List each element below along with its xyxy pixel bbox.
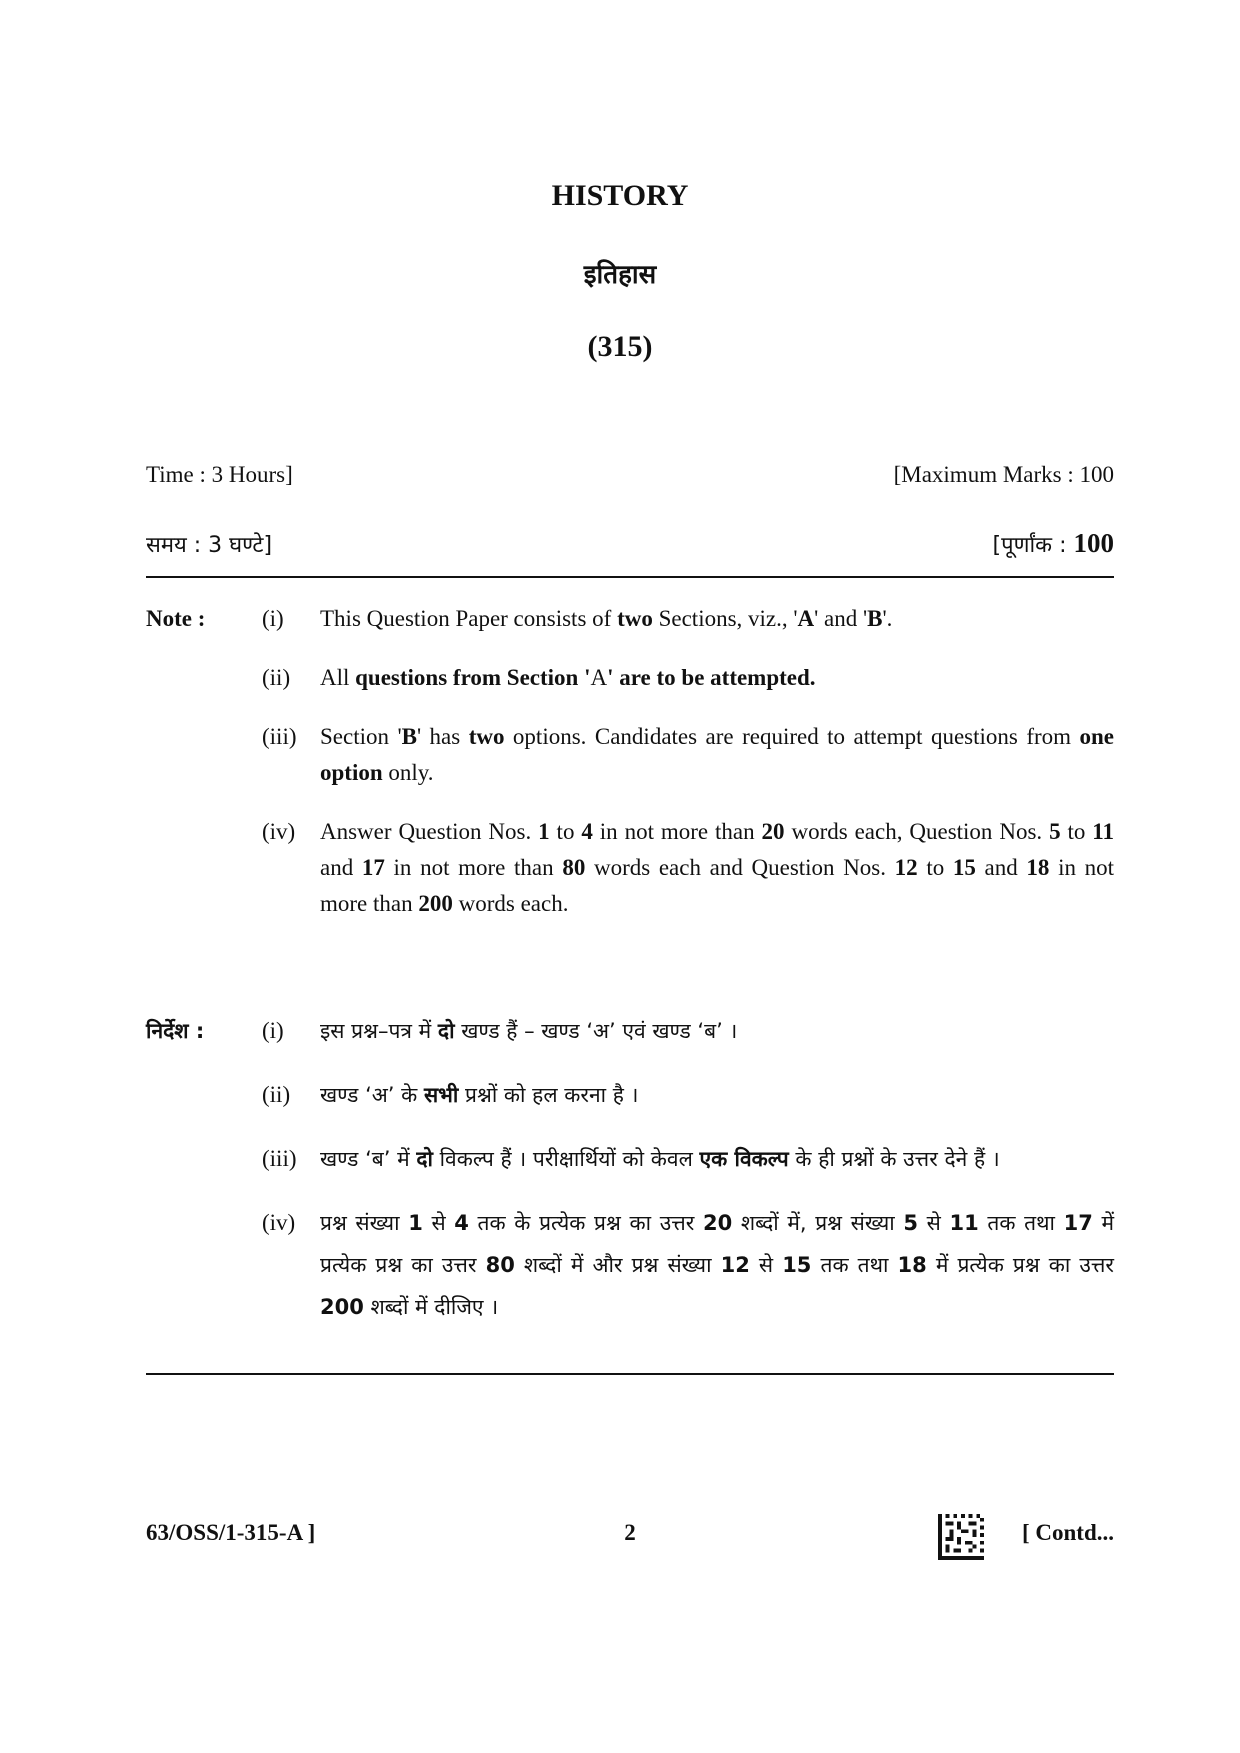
note-en-text-run: and — [320, 855, 362, 880]
max-marks-hi — [993, 528, 1115, 559]
note-hi-item — [262, 1138, 1114, 1180]
note-en-item-text — [320, 719, 1114, 791]
note-en-item-text — [320, 814, 1114, 922]
max-marks-hi-value: 100 — [1073, 528, 1114, 558]
note-en-text-run: words each. — [452, 891, 569, 916]
note-en-text-run: in not more than — [384, 855, 563, 880]
note-hi-emphasis: 200 — [320, 1295, 364, 1319]
note-en-text-run: in not more than — [592, 819, 762, 844]
note-hi-text-run: विकल्प हैं । परीक्षार्थियों को केवल — [432, 1147, 700, 1171]
note-en-text-run: in not more than — [320, 855, 1115, 916]
note-en-emphasis: 18 — [1026, 855, 1050, 880]
note-hi-emphasis: 12 — [720, 1253, 750, 1277]
page-footer — [146, 1520, 1114, 1560]
note-en-item — [262, 814, 1114, 922]
note-en-text-run: Section ' — [320, 724, 402, 749]
note-en-emphasis: 17 — [361, 855, 385, 880]
note-hi-text-run: तक के प्रत्येक प्रश्न का उत्तर — [468, 1211, 703, 1235]
note-hi-text-run: से — [749, 1253, 783, 1277]
note-hi-emphasis: 20 — [702, 1211, 733, 1235]
note-en-emphasis: B — [401, 724, 417, 749]
note-hi-item-text — [320, 1202, 1114, 1328]
note-hi-emphasis: 5 — [903, 1211, 919, 1235]
note-hi-item-number: (iv) — [262, 1210, 296, 1235]
note-en-text-run: Answer Question Nos. — [320, 819, 539, 844]
time-marks-row-en — [146, 462, 1114, 488]
note-hi-item-number: (iii) — [262, 1146, 297, 1171]
note-hi-emphasis: 4 — [454, 1211, 469, 1235]
note-en-item-number: (iii) — [262, 724, 297, 749]
note-hi-text-run: शब्दों में और प्रश्न संख्या — [514, 1253, 721, 1277]
note-en-item-number: (i) — [262, 606, 284, 631]
note-en-item-number: (iv) — [262, 819, 296, 844]
note-hi-text-run: प्रश्न संख्या — [320, 1211, 409, 1235]
note-en-item-text — [320, 601, 1114, 637]
note-en-emphasis: two — [617, 606, 653, 631]
note-en-emphasis: 200 — [418, 891, 453, 916]
note-heading-hi: निर्देश : — [146, 1019, 205, 1043]
note-en-text-run: to — [1060, 819, 1093, 844]
max-marks-en: [Maximum Marks : 100 — [893, 462, 1114, 487]
note-en-emphasis: 5 — [1049, 819, 1061, 844]
note-en-emphasis: questions from Section ' — [349, 665, 591, 690]
note-hi-text-run: शब्दों में, प्रश्न संख्या — [732, 1211, 904, 1235]
time-marks-row-hi — [146, 528, 1114, 559]
note-hi-item — [262, 1010, 1114, 1052]
note-en-text-run: Sections, viz., ' — [652, 606, 798, 631]
top-divider — [146, 576, 1114, 578]
time-en: Time : 3 Hours] — [146, 462, 293, 487]
note-hi-text-run: खण्ड ‘ब’ में — [320, 1147, 417, 1171]
note-hi-emphasis: 11 — [949, 1211, 979, 1235]
note-items-hi — [262, 1010, 1114, 1350]
note-en-item-text — [320, 660, 1114, 696]
note-hi-text-run: खण्ड हैं – खण्ड ‘अ’ एवं खण्ड ‘ब’ । — [454, 1019, 738, 1043]
paper-code: 63/OSS/1-315-A ] — [146, 1520, 316, 1545]
note-hi-emphasis: 80 — [485, 1253, 515, 1277]
note-en-emphasis: A — [797, 606, 815, 631]
note-en-emphasis: one option — [320, 724, 1114, 785]
note-en-text-run: ' has — [416, 724, 469, 749]
note-en-emphasis: two — [468, 724, 505, 749]
note-hi-text-run: में प्रत्येक प्रश्न का उत्तर — [926, 1253, 1114, 1277]
note-heading-en: Note : — [146, 606, 206, 631]
note-en-item — [262, 719, 1114, 791]
note-en-text-run: '. — [882, 606, 893, 631]
note-en-text-run: All — [320, 665, 350, 690]
note-hi-text-run: से — [422, 1211, 455, 1235]
note-hi-text-run: के ही प्रश्नों के उत्तर देने हैं । — [788, 1147, 1000, 1171]
note-hi-emphasis: सभी — [423, 1083, 459, 1107]
max-marks-hi-label: [पूर्णांक : — [992, 533, 1067, 558]
note-hi-text-run: तक तथा — [811, 1253, 898, 1277]
note-hi-text-run: में प्रत्येक प्रश्न का उत्तर — [320, 1211, 1115, 1277]
note-en-emphasis: 4 — [581, 819, 593, 844]
note-hi-item-number: (i) — [262, 1018, 284, 1043]
note-hi-text-run: शब्दों में दीजिए । — [363, 1295, 499, 1319]
note-hi-item — [262, 1202, 1114, 1328]
note-en-text-run: options. Candidates are required to attempt questions from — [504, 724, 1080, 749]
note-en-item-number: (ii) — [262, 665, 291, 690]
note-hi-emphasis: 18 — [897, 1253, 927, 1277]
subject-title-en: HISTORY — [551, 179, 689, 212]
note-en-item — [262, 601, 1114, 637]
note-en-text-run: A — [590, 665, 608, 690]
note-en-emphasis: 80 — [562, 855, 586, 880]
subject-title-hi: इतिहास — [583, 260, 657, 290]
note-en-text-run: and — [975, 855, 1027, 880]
note-hi-emphasis: 1 — [408, 1211, 423, 1235]
note-en-emphasis: ' are to be attempted. — [607, 665, 816, 690]
note-hi-text-run: से — [918, 1211, 950, 1235]
note-en-item — [262, 660, 1114, 696]
note-hi-text-run: खण्ड ‘अ’ के — [320, 1083, 424, 1107]
continued-label: [ Contd... — [1021, 1520, 1114, 1545]
note-en-emphasis: 15 — [952, 855, 976, 880]
note-en-emphasis: B — [867, 606, 883, 631]
note-en-emphasis: 1 — [538, 819, 550, 844]
note-hi-emphasis: दो — [416, 1147, 433, 1171]
note-en-emphasis: 11 — [1092, 819, 1115, 844]
qr-code-icon — [938, 1514, 984, 1560]
note-en-text-run: ' and ' — [814, 606, 868, 631]
note-en-text-run: to — [917, 855, 953, 880]
note-en-text-run: words each, Question Nos. — [784, 819, 1050, 844]
note-hi-emphasis: 17 — [1063, 1211, 1093, 1235]
bottom-divider — [146, 1373, 1114, 1375]
note-hi-item-number: (ii) — [262, 1082, 291, 1107]
note-hi-emphasis: दो — [437, 1019, 455, 1043]
time-hi: समय : 3 घण्टे] — [146, 533, 273, 558]
note-en-text-run: words each and Question Nos. — [585, 855, 895, 880]
page-number: 2 — [624, 1520, 636, 1545]
note-hi-item-text — [320, 1074, 1114, 1116]
note-en-text-run: This Question Paper consists of — [320, 606, 618, 631]
note-en-emphasis: 12 — [894, 855, 918, 880]
note-hi-item-text — [320, 1010, 1114, 1052]
note-items-en — [262, 601, 1114, 945]
note-hi-text-run: इस प्रश्न–पत्र में — [320, 1019, 438, 1043]
note-en-emphasis: 20 — [761, 819, 785, 844]
subject-code: (315) — [587, 330, 653, 363]
note-hi-emphasis: 15 — [782, 1253, 812, 1277]
note-hi-item — [262, 1074, 1114, 1116]
note-hi-text-run: प्रश्नों को हल करना है । — [458, 1083, 639, 1107]
note-hi-item-text — [320, 1138, 1114, 1180]
note-en-text-run: to — [549, 819, 582, 844]
note-hi-text-run: तक तथा — [978, 1211, 1064, 1235]
note-hi-emphasis: एक विकल्प — [699, 1147, 789, 1171]
note-en-text-run: only. — [382, 760, 434, 785]
